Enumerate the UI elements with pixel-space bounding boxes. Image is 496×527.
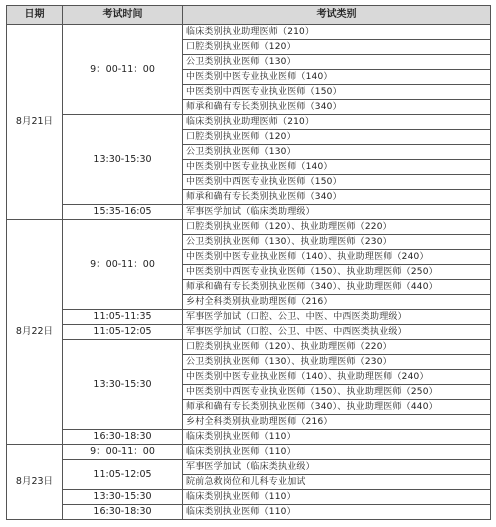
- table-row: [7, 205, 491, 220]
- category-cell: 中医类别中西医专业执业医师（150）: [183, 175, 491, 190]
- time-cell: 16:30-18:30: [63, 505, 183, 520]
- time-cell: 11:05-11:35: [63, 310, 183, 325]
- category-cell: 师承和确有专长类别执业医师（340）、执业助理医师（440）: [183, 280, 491, 295]
- category-cell: 临床类别执业医师（110）: [183, 445, 491, 460]
- date-cell: 8月22日: [7, 220, 63, 445]
- category-cell: 公卫类别执业医师（130）: [183, 55, 491, 70]
- header-time: 考试时间: [63, 6, 183, 25]
- category-cell: 乡村全科类别执业助理医师（216）: [183, 295, 491, 310]
- category-cell: 乡村全科类别执业助理医师（216）: [183, 415, 491, 430]
- category-cell: 军事医学加试（临床类执业级）: [183, 460, 491, 475]
- category-cell: 临床类别执业助理医师（210）: [183, 115, 491, 130]
- category-cell: 中医类别中西医专业执业医师（150）、执业助理医师（250）: [183, 385, 491, 400]
- date-cell: 8月21日: [7, 25, 63, 220]
- category-cell: 师承和确有专长类别执业医师（340）: [183, 100, 491, 115]
- time-cell: 15:35-16:05: [63, 205, 183, 220]
- time-cell: 13:30-15:30: [63, 490, 183, 505]
- time-cell: 16:30-18:30: [63, 430, 183, 445]
- category-cell: 公卫类别执业医师（130）: [183, 145, 491, 160]
- time-cell: 11:05-12:05: [63, 460, 183, 490]
- category-cell: 军事医学加试（口腔、公卫、中医、中西医类助理级）: [183, 310, 491, 325]
- table-row: [7, 310, 491, 325]
- category-cell: 军事医学加试（临床类助理级）: [183, 205, 491, 220]
- category-cell: 口腔类别执业医师（120）: [183, 130, 491, 145]
- time-cell: 9：00-11：00: [63, 445, 183, 460]
- table-row: [7, 445, 491, 460]
- table-row: [7, 490, 491, 505]
- category-cell: 中医类别中医专业执业医师（140）、执业助理医师（240）: [183, 250, 491, 265]
- category-cell: 口腔类别执业医师（120）: [183, 40, 491, 55]
- category-cell: 临床类别执业医师（110）: [183, 430, 491, 445]
- category-cell: 口腔类别执业医师（120）、执业助理医师（220）: [183, 340, 491, 355]
- category-cell: 中医类别中医专业执业医师（140）: [183, 70, 491, 85]
- category-cell: 师承和确有专长类别执业医师（340）: [183, 190, 491, 205]
- table-row: [7, 325, 491, 340]
- table-row: [7, 505, 491, 520]
- table-row: [7, 220, 491, 235]
- category-cell: 中医类别中西医专业执业医师（150）: [183, 85, 491, 100]
- table-row: [7, 115, 491, 130]
- category-cell: 军事医学加试（口腔、公卫、中医、中西医类执业级）: [183, 325, 491, 340]
- category-cell: 临床类别执业医师（110）: [183, 490, 491, 505]
- table-row: [7, 460, 491, 475]
- category-cell: 中医类别中西医专业执业医师（150）、执业助理医师（250）: [183, 265, 491, 280]
- header-date: 日期: [7, 6, 63, 25]
- exam-schedule: [6, 5, 490, 520]
- category-cell: 师承和确有专长类别执业医师（340）、执业助理医师（440）: [183, 400, 491, 415]
- time-cell: 9：00-11：00: [63, 220, 183, 310]
- time-cell: 13:30-15:30: [63, 115, 183, 205]
- time-cell: 13:30-15:30: [63, 340, 183, 430]
- category-cell: 院前急救岗位和儿科专业加试: [183, 475, 491, 490]
- category-cell: 中医类别中医专业执业医师（140）、执业助理医师（240）: [183, 370, 491, 385]
- header-category: 考试类别: [183, 6, 491, 25]
- category-cell: 公卫类别执业医师（130）、执业助理医师（230）: [183, 355, 491, 370]
- table-row: [7, 340, 491, 355]
- category-cell: 公卫类别执业医师（130）、执业助理医师（230）: [183, 235, 491, 250]
- table-row: [7, 25, 491, 40]
- category-cell: 口腔类别执业医师（120）、执业助理医师（220）: [183, 220, 491, 235]
- time-cell: 11:05-12:05: [63, 325, 183, 340]
- date-cell: 8月23日: [7, 445, 63, 520]
- exam-schedule-table: [6, 5, 491, 520]
- category-cell: 临床类别执业医师（110）: [183, 505, 491, 520]
- category-cell: 中医类别中医专业执业医师（140）: [183, 160, 491, 175]
- schedule-body: [7, 25, 491, 520]
- header-row: [7, 6, 491, 25]
- table-row: [7, 430, 491, 445]
- time-cell: 9：00-11：00: [63, 25, 183, 115]
- category-cell: 临床类别执业助理医师（210）: [183, 25, 491, 40]
